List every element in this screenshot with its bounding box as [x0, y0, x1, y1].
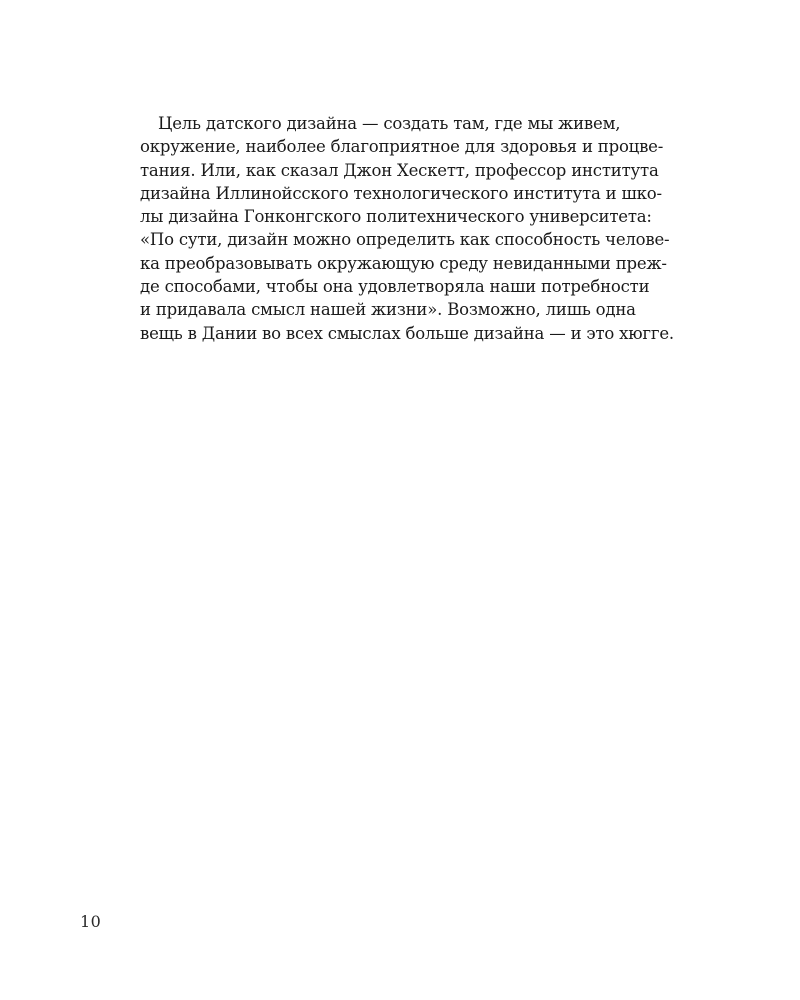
paragraph-line: окружение, наиболее благоприятное для здоровья и процве-	[140, 137, 664, 157]
paragraph-line: Цель датского дизайна — создать там, где мы живем,	[158, 114, 621, 133]
page-number: 10	[80, 912, 102, 931]
paragraph-line: ка преобразовывать окружающую среду невиданными преж-	[140, 253, 667, 273]
body-paragraph	[140, 112, 715, 345]
paragraph-line: дизайна Иллинойсского технологического института и шко-	[140, 183, 662, 203]
paragraph-line: и придавала смысл нашей жизни». Возможно, лишь одна	[140, 300, 636, 320]
paragraph-line: лы дизайна Гонконгского политехнического университета:	[140, 207, 652, 227]
paragraph-line: вещь в Дании во всех смыслах больше дизайна — и это хюгге.	[140, 323, 674, 343]
paragraph-line: «По сути, дизайн можно определить как способность челове-	[140, 230, 670, 250]
paragraph-line: де способами, чтобы она удовлетворяла наши потребности	[140, 277, 650, 297]
paragraph-line: тания. Или, как сказал Джон Хескетт, профессор института	[140, 160, 659, 180]
